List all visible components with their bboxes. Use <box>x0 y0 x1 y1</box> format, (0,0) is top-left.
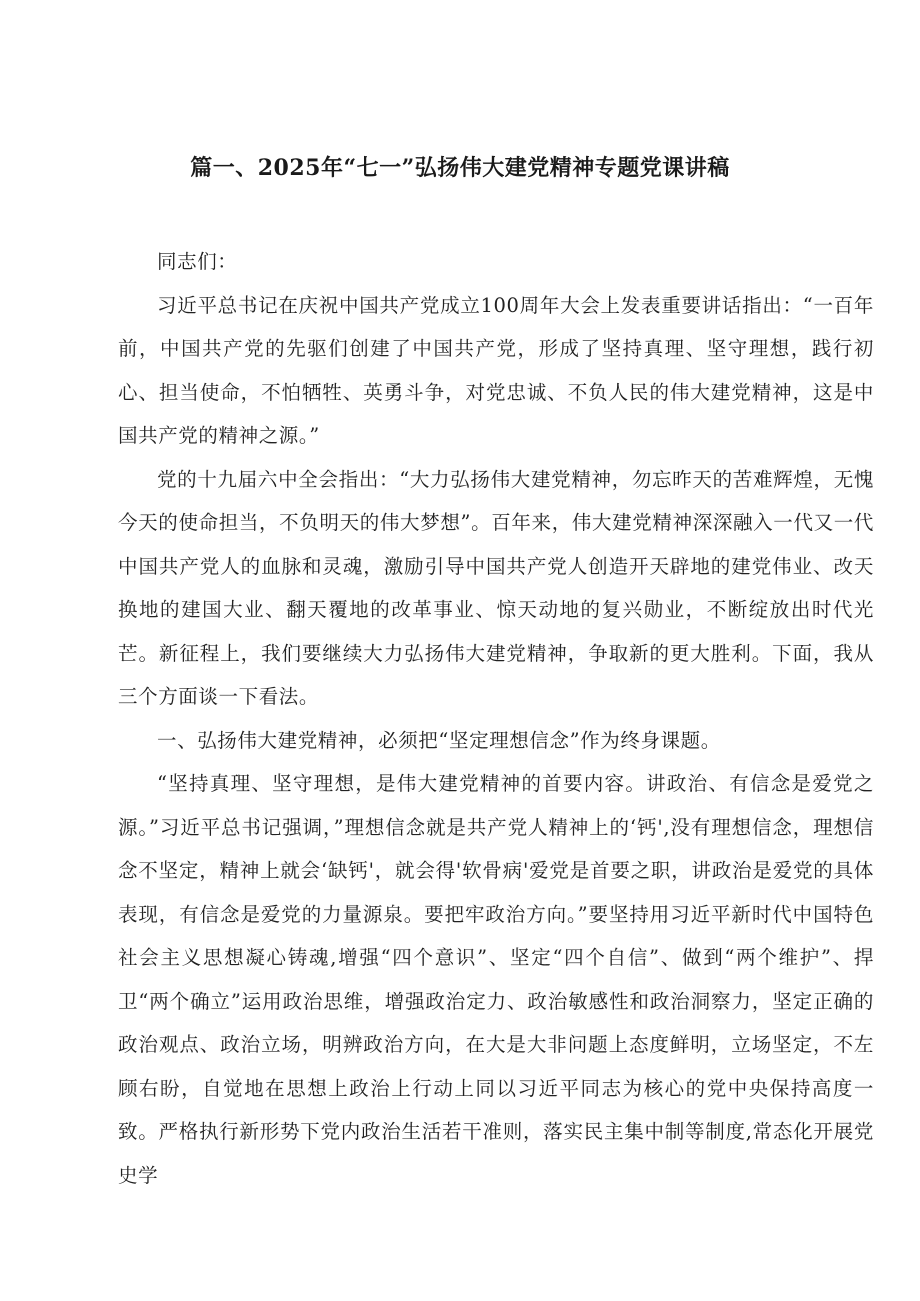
plenum-paragraph: 党的十九届六中全会指出：“大力弘扬伟大建党精神，勿忘昨天的苦难辉煌，无愧今天的使命担当，不负明天的伟大梦想”。百年来，伟大建党精神深深融入一代又一代中国共产党人的血脉和灵魂，激励引导中国共产党人创造开天辟地的建党伟业、改天换地的建国大业、翻天覆地的改革事业、惊天动地的复兴勋业，不断绽放出时代光芒。新征程上，我们要继续大力弘扬伟大建党精神，争取新的更大胜利。下面，我从三个方面谈一下看法。 <box>118 467 874 708</box>
quote-paragraph: 习近平总书记在庆祝中国共产党成立100周年大会上发表重要讲话指出：“一百年前，中国共产党的先驱们创建了中国共产党，形成了坚持真理、坚守理想，践行初心、担当使命，不怕牺牲、英勇斗争，对党忠诚、不负人民的伟大建党精神，这是中国共产党的精神之源。” <box>118 293 874 447</box>
salutation-paragraph: 同志们： <box>157 250 238 273</box>
document-body <box>118 240 874 1197</box>
document-title: 篇一、2025年“七一”弘扬伟大建党精神专题党课讲稿 <box>190 155 730 181</box>
ideals-paragraph: “坚持真理、坚守理想，是伟大建党精神的首要内容。讲政治、有信念是爱党之源。”习近平总书记强调，”理想信念就是共产党人精神上的‘钙',没有理想信念，理想信念不坚定，精神上就会‘缺钙'，就会得'软骨病'爱党是首要之职，讲政治是爱党的具体表现，有信念是爱党的力量源泉。要把牢政治方向。”要坚持用习近平新时代中国特色社会主义思想凝心铸魂,增强“四个意识”、坚定“四个自信”、做到“两个维护”、捍卫“两个确立”运用政治思维，增强政治定力、政治敏感性和政治洞察力，坚定正确的政治观点、政治立场，明辨政治方向，在大是大非问题上态度鲜明，立场坚定，不左顾右盼，自觉地在思想上政治上行动上同以习近平同志为核心的党中央保持高度一致。严格执行新形势下党内政治生活若干准则，落实民主集中制等制度,常态化开展党史学 <box>118 772 874 1187</box>
section-heading-one: 一、弘扬伟大建党精神，必须把“坚定理想信念”作为终身课题。 <box>157 728 721 752</box>
